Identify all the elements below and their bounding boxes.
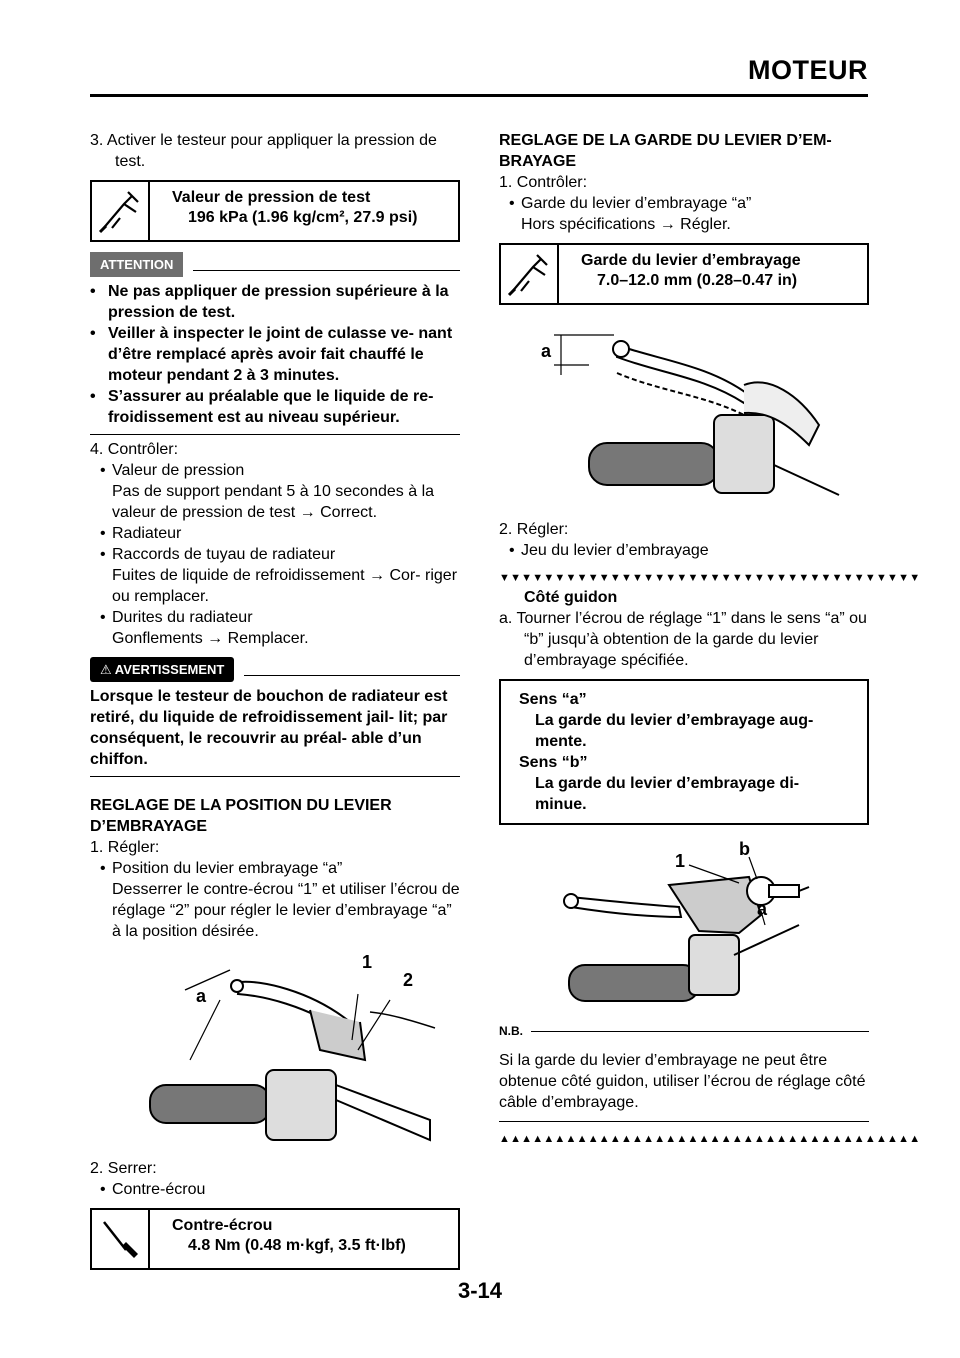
nb-header xyxy=(499,1021,869,1042)
nb-label: N.B. xyxy=(499,1024,523,1038)
left-column xyxy=(90,130,460,1280)
figure-lever-free-play xyxy=(499,315,869,511)
attention-header xyxy=(90,252,460,277)
fig-label-1: 1 xyxy=(675,851,686,871)
adjust-item: • Position du levier embrayage “a” xyxy=(90,858,460,879)
check-item: • Garde du levier d’embrayage “a” xyxy=(499,193,869,214)
torque-wrench-icon xyxy=(92,1210,150,1268)
direction-a-text: La garde du levier d’embrayage aug- mente. xyxy=(535,712,814,750)
check-item: • Raccords de tuyau de radiateur xyxy=(90,544,460,565)
figure-lever-position xyxy=(90,950,460,1150)
end-marker: ▲▲▲▲▲▲▲▲▲▲▲▲▲▲▲▲▲▲▲▲▲▲▲▲▲▲▲▲▲▲▲▲▲▲▲▲▲▲ xyxy=(499,1133,921,1145)
step-a: a. Tourner l’écrou de réglage “1” dans le sens “a” ou “b” jusqu’à obtention de la garde du levier d’embrayage spécifiée. xyxy=(499,610,867,669)
step-1: 1. Contrôler: xyxy=(499,174,588,191)
check-item: • Durites du radiateur xyxy=(90,607,460,628)
direction-box xyxy=(499,679,869,825)
spec-box-free-play xyxy=(499,243,869,305)
attention-item: • Veiller à inspecter le joint de culasse ve- nant d’être remplacé après avoir fait chauffé le moteur pendant 2 à 3 minutes. xyxy=(90,323,460,386)
header-rule xyxy=(90,94,868,97)
fig-label-a: a xyxy=(541,341,552,361)
spec-box-torque xyxy=(90,1208,460,1270)
attention-badge: ATTENTION xyxy=(90,252,183,277)
section-title-lever-free-play: REGLAGE DE LA GARDE DU LEVIER D’EM- BRAYAGE xyxy=(499,132,832,170)
step-2: 2. Serrer: xyxy=(90,1160,157,1177)
fig-label-b: b xyxy=(739,839,750,859)
lever-freeplay-illustration xyxy=(499,315,869,511)
fig-label-a: a xyxy=(196,986,207,1006)
spec-value: 196 kPa (1.96 kg/cm², 27.9 psi) xyxy=(188,209,418,226)
section-title-lever-position: REGLAGE DE LA POSITION DU LEVIER D’EMBRAYAGE xyxy=(90,797,392,835)
step-4: 4. Contrôler: xyxy=(90,441,179,458)
spec-value: 7.0–12.0 mm (0.28–0.47 in) xyxy=(597,272,798,289)
check-detail: Hors spécifications → Régler. xyxy=(521,216,731,233)
direction-b-text: La garde du levier d’embrayage di- minue. xyxy=(535,775,800,813)
warning-triangle-icon: ⚠ xyxy=(100,662,115,677)
check-detail: Pas de support pendant 5 à 10 secondes à la valeur de pression de test → Correct. xyxy=(112,483,435,521)
nb-text: Si la garde du levier d’embrayage ne peut être obtenue côté guidon, utiliser l’écrou de réglage côté câble d’embrayage. xyxy=(499,1042,869,1122)
spec-label: Contre-écrou xyxy=(172,1217,273,1234)
warning-body: Lorsque le testeur de bouchon de radiateur est retiré, du liquide de refroidissement jail- lit; par conséquent, le recouvrir au préal- able d’un chiffon. xyxy=(90,682,460,777)
attention-item: • Ne pas appliquer de pression supérieure à la pression de test. xyxy=(90,281,460,323)
attention-item: • S’assurer au préalable que le liquide de re- froidissement est au niveau supérieur. xyxy=(90,386,460,428)
check-detail: Gonflements → Remplacer. xyxy=(112,630,309,647)
spec-label: Garde du levier d’embrayage xyxy=(581,252,801,269)
spec-box-pressure xyxy=(90,180,460,242)
fig-label-2: 2 xyxy=(403,970,414,990)
direction-b-label: Sens “b” xyxy=(519,754,588,771)
spec-label: Valeur de pression de test xyxy=(172,189,371,206)
direction-a-label: Sens “a” xyxy=(519,691,587,708)
spec-value: 4.8 Nm (0.48 m·kgf, 3.5 ft·lbf) xyxy=(188,1237,406,1254)
figure-adjuster xyxy=(499,835,869,1013)
check-detail: Fuites de liquide de refroidissement → Cor- riger ou remplacer. xyxy=(112,567,458,605)
check-item: • Radiateur xyxy=(90,523,460,544)
right-column xyxy=(499,130,921,1148)
warning-badge: ⚠ AVERTISSEMENT xyxy=(90,657,234,682)
tighten-item: • Contre-écrou xyxy=(90,1179,460,1200)
start-marker: ▼▼▼▼▼▼▼▼▼▼▼▼▼▼▼▼▼▼▼▼▼▼▼▼▼▼▼▼▼▼▼▼▼▼▼▼▼▼ xyxy=(499,572,921,584)
step-1: 1. Régler: xyxy=(90,839,160,856)
gauge-tool-icon xyxy=(92,182,150,240)
attention-body xyxy=(90,277,460,435)
adjust-item: • Jeu du levier d’embrayage xyxy=(499,540,869,561)
warning-header xyxy=(90,657,460,682)
check-item: • Valeur de pression xyxy=(90,460,460,481)
fig-label-1: 1 xyxy=(362,952,373,972)
page-title: MOTEUR xyxy=(748,55,868,85)
cote-guidon-title: Côté guidon xyxy=(524,589,618,606)
step-2: 2. Régler: xyxy=(499,521,569,538)
gauge-tool-icon xyxy=(501,245,559,303)
fig-label-a: a xyxy=(757,899,768,919)
step-3: 3. Activer le testeur pour appliquer la pression de test. xyxy=(90,132,437,170)
page-number: 3-14 xyxy=(457,1278,503,1303)
adjust-detail: Desserrer le contre-écrou “1” et utiliser l’écrou de réglage “2” pour régler le levier d’embrayage “a” à la position désirée. xyxy=(112,881,460,940)
